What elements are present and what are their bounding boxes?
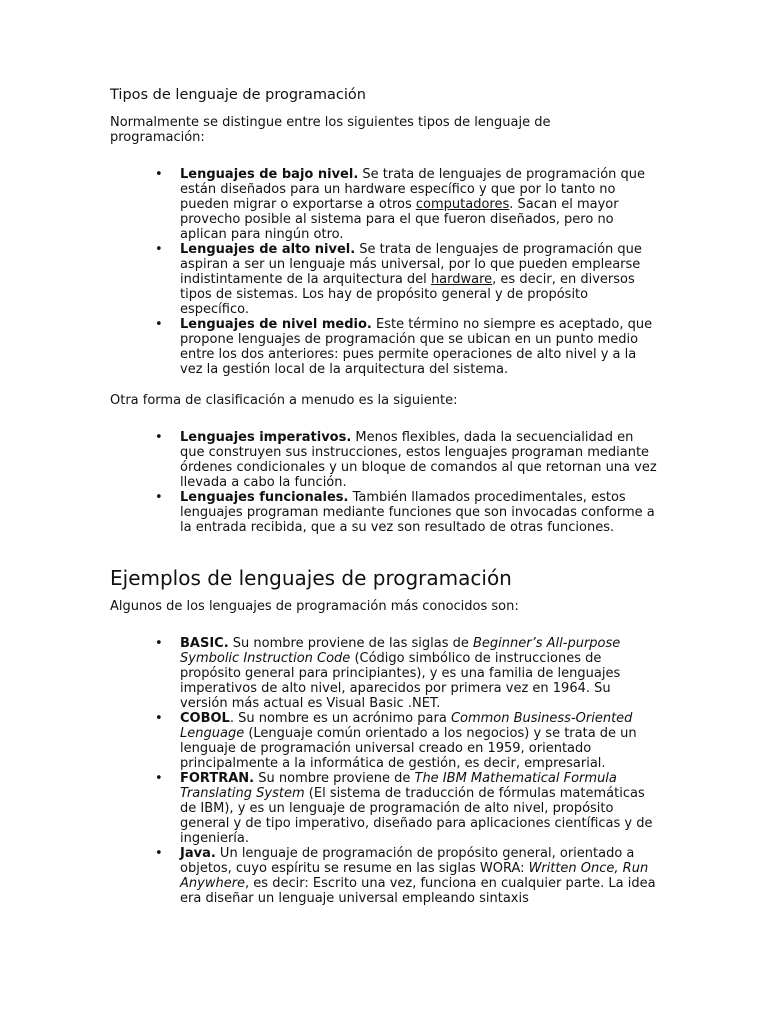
- list-item-funcionales: [0, 490, 660, 535]
- list-item-nivel-medio: [0, 317, 660, 377]
- list-item-text: . Sacan el mayor provecho posible al sistema para el que fueron diseñados, pero no aplican para ningún otro.: [180, 197, 619, 242]
- bullet-icon: •: [155, 167, 163, 182]
- list-item-text: Su nombre proviene de: [254, 771, 415, 786]
- examples-list: [0, 636, 768, 906]
- bullet-icon: •: [155, 490, 163, 505]
- list-item-text: , es decir: Escrito una vez, funciona en cualquier parte. La idea era diseñar un lenguaje universal empleando sintaxis: [180, 876, 656, 906]
- section-heading-tipos: Tipos de lenguaje de programación: [110, 87, 366, 103]
- intro-paragraph-2: Otra forma de clasificación a menudo es la siguiente:: [110, 393, 458, 408]
- list-item-text: (Código simbólico de instrucciones de propósito general para principiantes), y es una familia de lenguajes imperativos de alto nivel, aparecidos por primera vez en 1964. Su versión más actual es Visual Basic .NET.: [180, 651, 621, 711]
- list-item-term: Lenguajes de nivel medio.: [180, 317, 372, 332]
- list-item-emphasis: The IBM Mathematical Formula Translating System: [180, 771, 617, 801]
- list-item-text: Menos flexibles, dada la secuencialidad en que construyen sus instrucciones, estos lenguajes programan mediante órdenes condicionales y un bloque de comandos al que retornan una vez llevada a cabo la función.: [180, 430, 657, 490]
- types2-list: [0, 430, 768, 535]
- list-item-term: COBOL: [180, 711, 230, 726]
- list-item-imperativos: [0, 430, 660, 490]
- bullet-icon: •: [155, 636, 163, 651]
- list-item-basic: [0, 636, 660, 711]
- link-hardware[interactable]: hardware: [430, 272, 493, 287]
- list-item-emphasis: Common Business-Oriented Lenguage: [180, 711, 633, 741]
- list-item-fortran: [0, 771, 660, 846]
- list-item-text: Se trata de lenguajes de programación que aspiran a ser un lenguaje más universal, por lo que pueden emplearse indistintamente de la arquitectura del: [180, 242, 642, 287]
- list-item-java: [0, 846, 660, 906]
- list-item-text: . Su nombre es un acrónimo para: [229, 711, 451, 726]
- section-heading-ejemplos: Ejemplos de lenguajes de programación: [110, 566, 512, 590]
- list-item-text: (El sistema de traducción de fórmulas matemáticas de IBM), y es un lenguaje de programación de alto nivel, propósito general y de tipo imperativo, diseñado para aplicaciones científicas y de ingeniería.: [180, 786, 653, 846]
- intro-paragraph-3: Algunos de los lenguajes de programación más conocidos son:: [110, 599, 519, 614]
- bullet-icon: •: [155, 242, 163, 257]
- list-item-term: Lenguajes funcionales.: [180, 490, 349, 505]
- list-item-term: BASIC.: [180, 636, 229, 651]
- bullet-icon: •: [155, 846, 163, 861]
- list-item-term: Lenguajes de alto nivel.: [180, 242, 356, 257]
- link-computadores[interactable]: computadores: [415, 197, 510, 212]
- list-item-term: Java.: [180, 846, 216, 861]
- list-item-text: Este término no siempre es aceptado, que propone lenguajes de programación que se ubican en un punto medio entre los dos anteriores: pues permite operaciones de alto nivel y a la vez la gestión local de la arquitectura del sistema.: [180, 317, 653, 377]
- list-item-term: Lenguajes de bajo nivel.: [180, 167, 359, 182]
- bullet-icon: •: [155, 771, 163, 786]
- list-item-emphasis: Beginner’s All-purpose Symbolic Instruction Code: [180, 636, 621, 666]
- bullet-icon: •: [155, 317, 163, 332]
- bullet-icon: •: [155, 711, 163, 726]
- list-item-term: FORTRAN.: [180, 771, 255, 786]
- list-item-text: Su nombre proviene de las siglas de: [228, 636, 474, 651]
- list-item-cobol: [0, 711, 660, 771]
- list-item-text: (Lenguaje común orientado a los negocios) y se trata de un lenguaje de programación universal creado en 1959, orientado principalmente a la informática de gestión, es decir, empresarial.: [180, 726, 637, 771]
- intro-paragraph-1: Normalmente se distingue entre los siguientes tipos de lenguaje de programación:: [110, 115, 551, 145]
- list-item-text: Un lenguaje de programación de propósito general, orientado a objetos, cuyo espíritu se resume en las siglas WORA:: [180, 846, 635, 876]
- list-item-alto-nivel: [0, 242, 660, 317]
- list-item-text: También llamados procedimentales, estos lenguajes programan mediante funciones que son invocadas conforme a la entrada recibida, que a su vez son resultado de otras funciones.: [180, 490, 655, 535]
- list-item-text: , es decir, en diversos tipos de sistemas. Los hay de propósito general y de propósito específico.: [180, 272, 635, 317]
- bullet-icon: •: [155, 430, 163, 445]
- list-item-text: Se trata de lenguajes de programación que están diseñados para un hardware específico y que por lo tanto no pueden migrar o exportarse a otros: [180, 167, 646, 212]
- list-item-bajo-nivel: [0, 167, 660, 242]
- list-item-emphasis: Written Once, Run Anywhere: [180, 861, 649, 891]
- list-item-term: Lenguajes imperativos.: [180, 430, 352, 445]
- types-list: [0, 167, 768, 377]
